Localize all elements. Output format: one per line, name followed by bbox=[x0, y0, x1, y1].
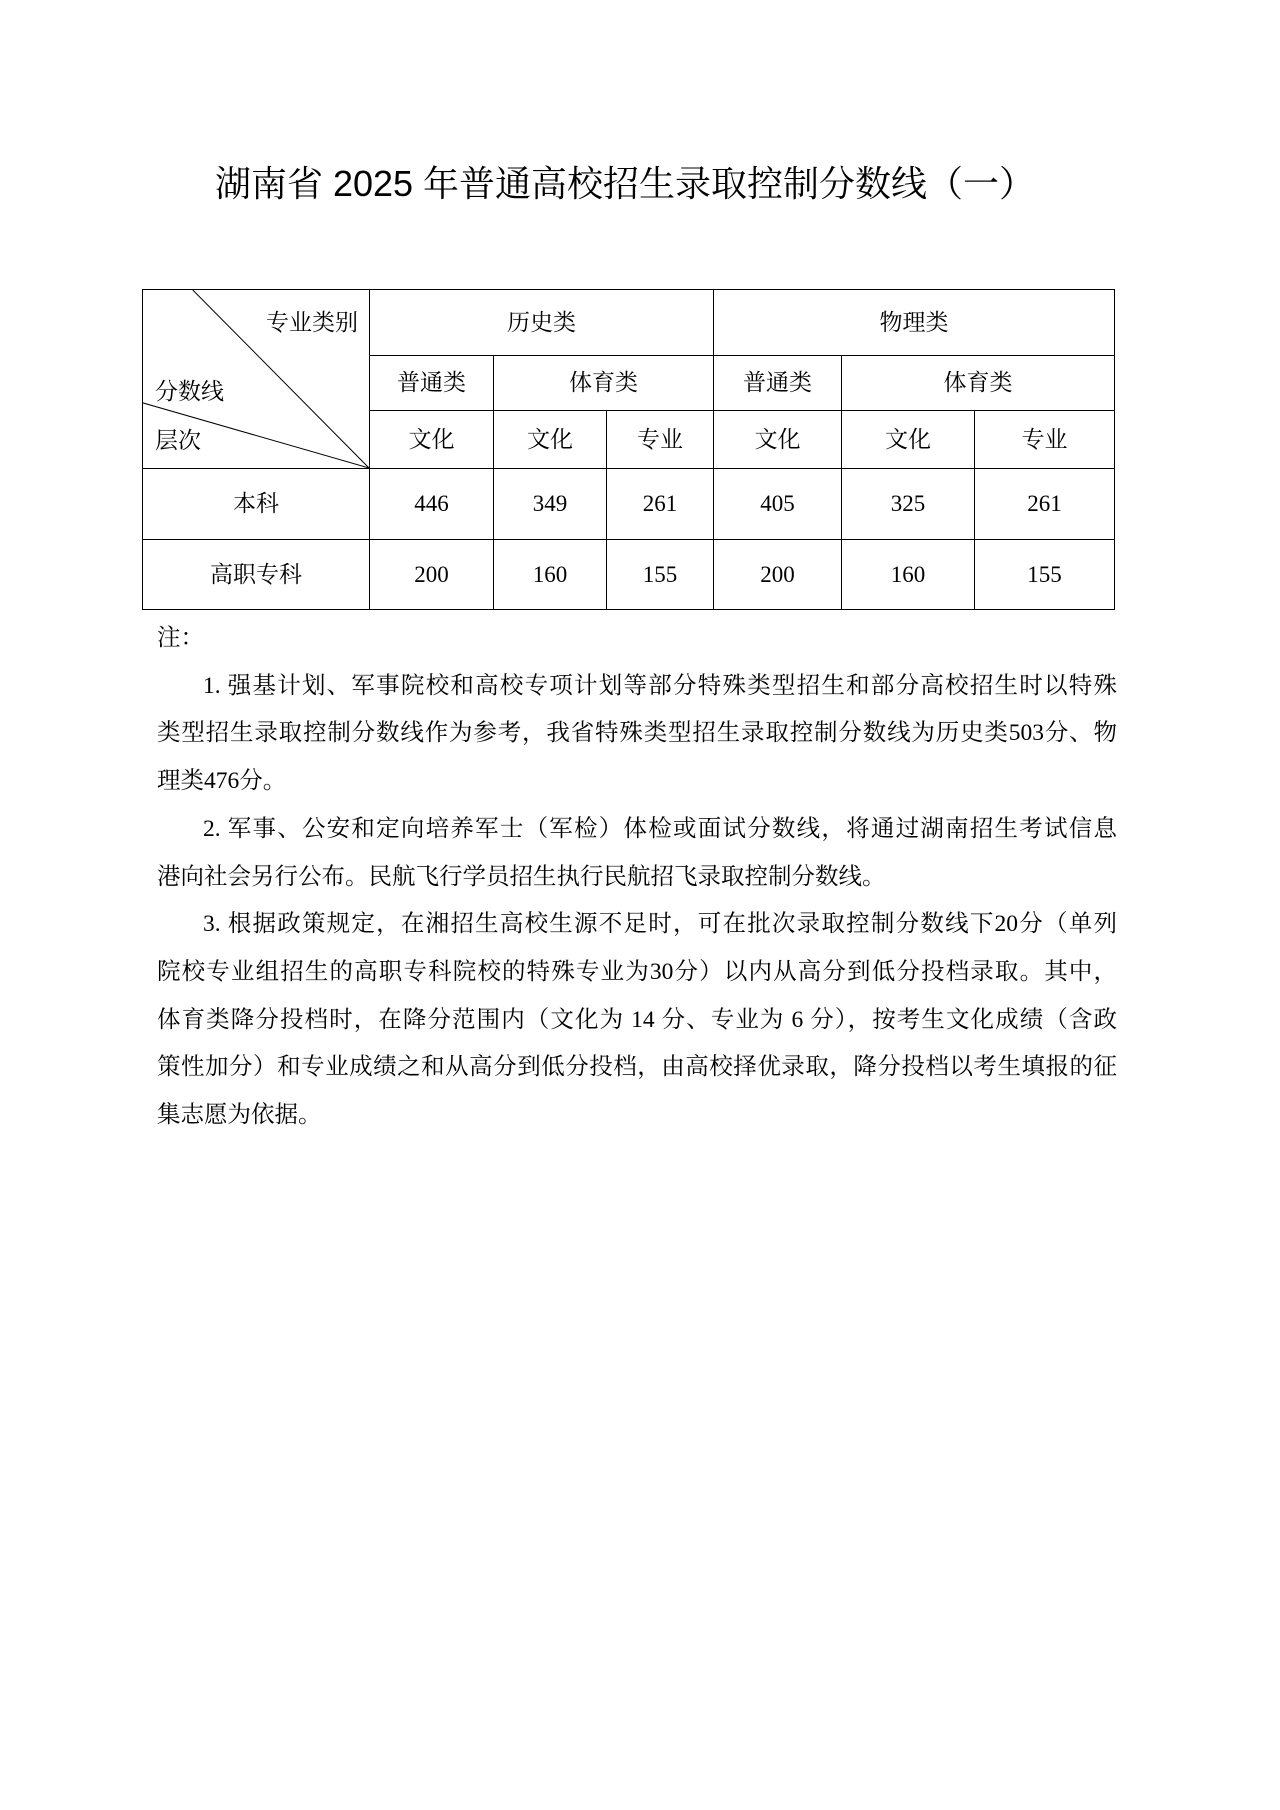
note-item-3 bbox=[157, 901, 1117, 1140]
column-header-culture: 文化 bbox=[842, 411, 975, 469]
notes-section bbox=[157, 615, 1117, 1140]
notes-heading: 注： bbox=[157, 625, 204, 651]
score-cell: 160 bbox=[842, 540, 975, 610]
score-cell: 200 bbox=[370, 540, 494, 610]
score-table bbox=[142, 289, 1115, 610]
table-row bbox=[143, 540, 1115, 610]
table-row bbox=[143, 469, 1115, 540]
document-title: 湖南省 2025 年普通高校招生录取控制分数线（一） bbox=[214, 163, 1036, 204]
note-item-2 bbox=[157, 806, 1117, 901]
score-cell: 405 bbox=[714, 469, 842, 540]
group-header-physics: 物理类 bbox=[714, 290, 1115, 356]
score-cell: 325 bbox=[842, 469, 975, 540]
score-cell: 200 bbox=[714, 540, 842, 610]
column-header-culture: 文化 bbox=[370, 411, 494, 469]
score-cell: 446 bbox=[370, 469, 494, 540]
note-line: 策性加分）和专业成绩之和从高分到低分投档，由高校择优录取，降分投档以考生填报的征 bbox=[157, 1054, 1117, 1081]
note-item-1 bbox=[157, 663, 1117, 806]
column-header-specialty: 专业 bbox=[975, 411, 1115, 469]
column-header-culture: 文化 bbox=[714, 411, 842, 469]
score-cell: 160 bbox=[494, 540, 607, 610]
group-header-history: 历史类 bbox=[370, 290, 714, 356]
table-header-row-groups bbox=[143, 290, 1115, 356]
corner-header-content bbox=[143, 290, 369, 468]
score-cell: 349 bbox=[494, 469, 607, 540]
score-cell: 261 bbox=[607, 469, 714, 540]
subgroup-header-physics-general: 普通类 bbox=[714, 356, 842, 411]
note-line: 院校专业组招生的高职专科院校的特殊专业为30分）以内从高分到低分投档录取。其中， bbox=[157, 958, 1117, 985]
corner-label-level: 层次 bbox=[155, 428, 201, 453]
note-line: 集志愿为依据。 bbox=[157, 1102, 322, 1129]
note-line: 港向社会另行公布。民航飞行学员招生执行民航招飞录取控制分数线。 bbox=[157, 863, 886, 890]
corner-header-cell bbox=[143, 290, 370, 469]
subgroup-header-history-general: 普通类 bbox=[370, 356, 494, 411]
row-label: 高职专科 bbox=[143, 540, 370, 610]
subgroup-header-history-sports: 体育类 bbox=[494, 356, 714, 411]
note-line: 体育类降分投档时，在降分范围内（文化为 14 分、专业为 6 分），按考生文化成绩（含政 bbox=[157, 1006, 1117, 1033]
subgroup-header-physics-sports: 体育类 bbox=[842, 356, 1115, 411]
column-header-culture: 文化 bbox=[494, 411, 607, 469]
corner-label-score-line: 分数线 bbox=[155, 379, 224, 404]
note-line: 理类476分。 bbox=[157, 768, 287, 795]
score-cell: 155 bbox=[607, 540, 714, 610]
score-cell: 261 bbox=[975, 469, 1115, 540]
note-line: 3. 根据政策规定，在湘招生高校生源不足时，可在批次录取控制分数线下20分（单列 bbox=[203, 911, 1117, 938]
column-header-specialty: 专业 bbox=[607, 411, 714, 469]
note-line: 类型招生录取控制分数线作为参考，我省特殊类型招生录取控制分数线为历史类503分、物 bbox=[157, 720, 1117, 747]
row-label: 本科 bbox=[143, 469, 370, 540]
note-line: 2. 军事、公安和定向培养军士（军检）体检或面试分数线，将通过湖南招生考试信息 bbox=[203, 815, 1117, 842]
score-cell: 155 bbox=[975, 540, 1115, 610]
corner-label-category: 专业类别 bbox=[266, 310, 358, 335]
note-line: 1. 强基计划、军事院校和高校专项计划等部分特殊类型招生和部分高校招生时以特殊 bbox=[203, 672, 1117, 699]
